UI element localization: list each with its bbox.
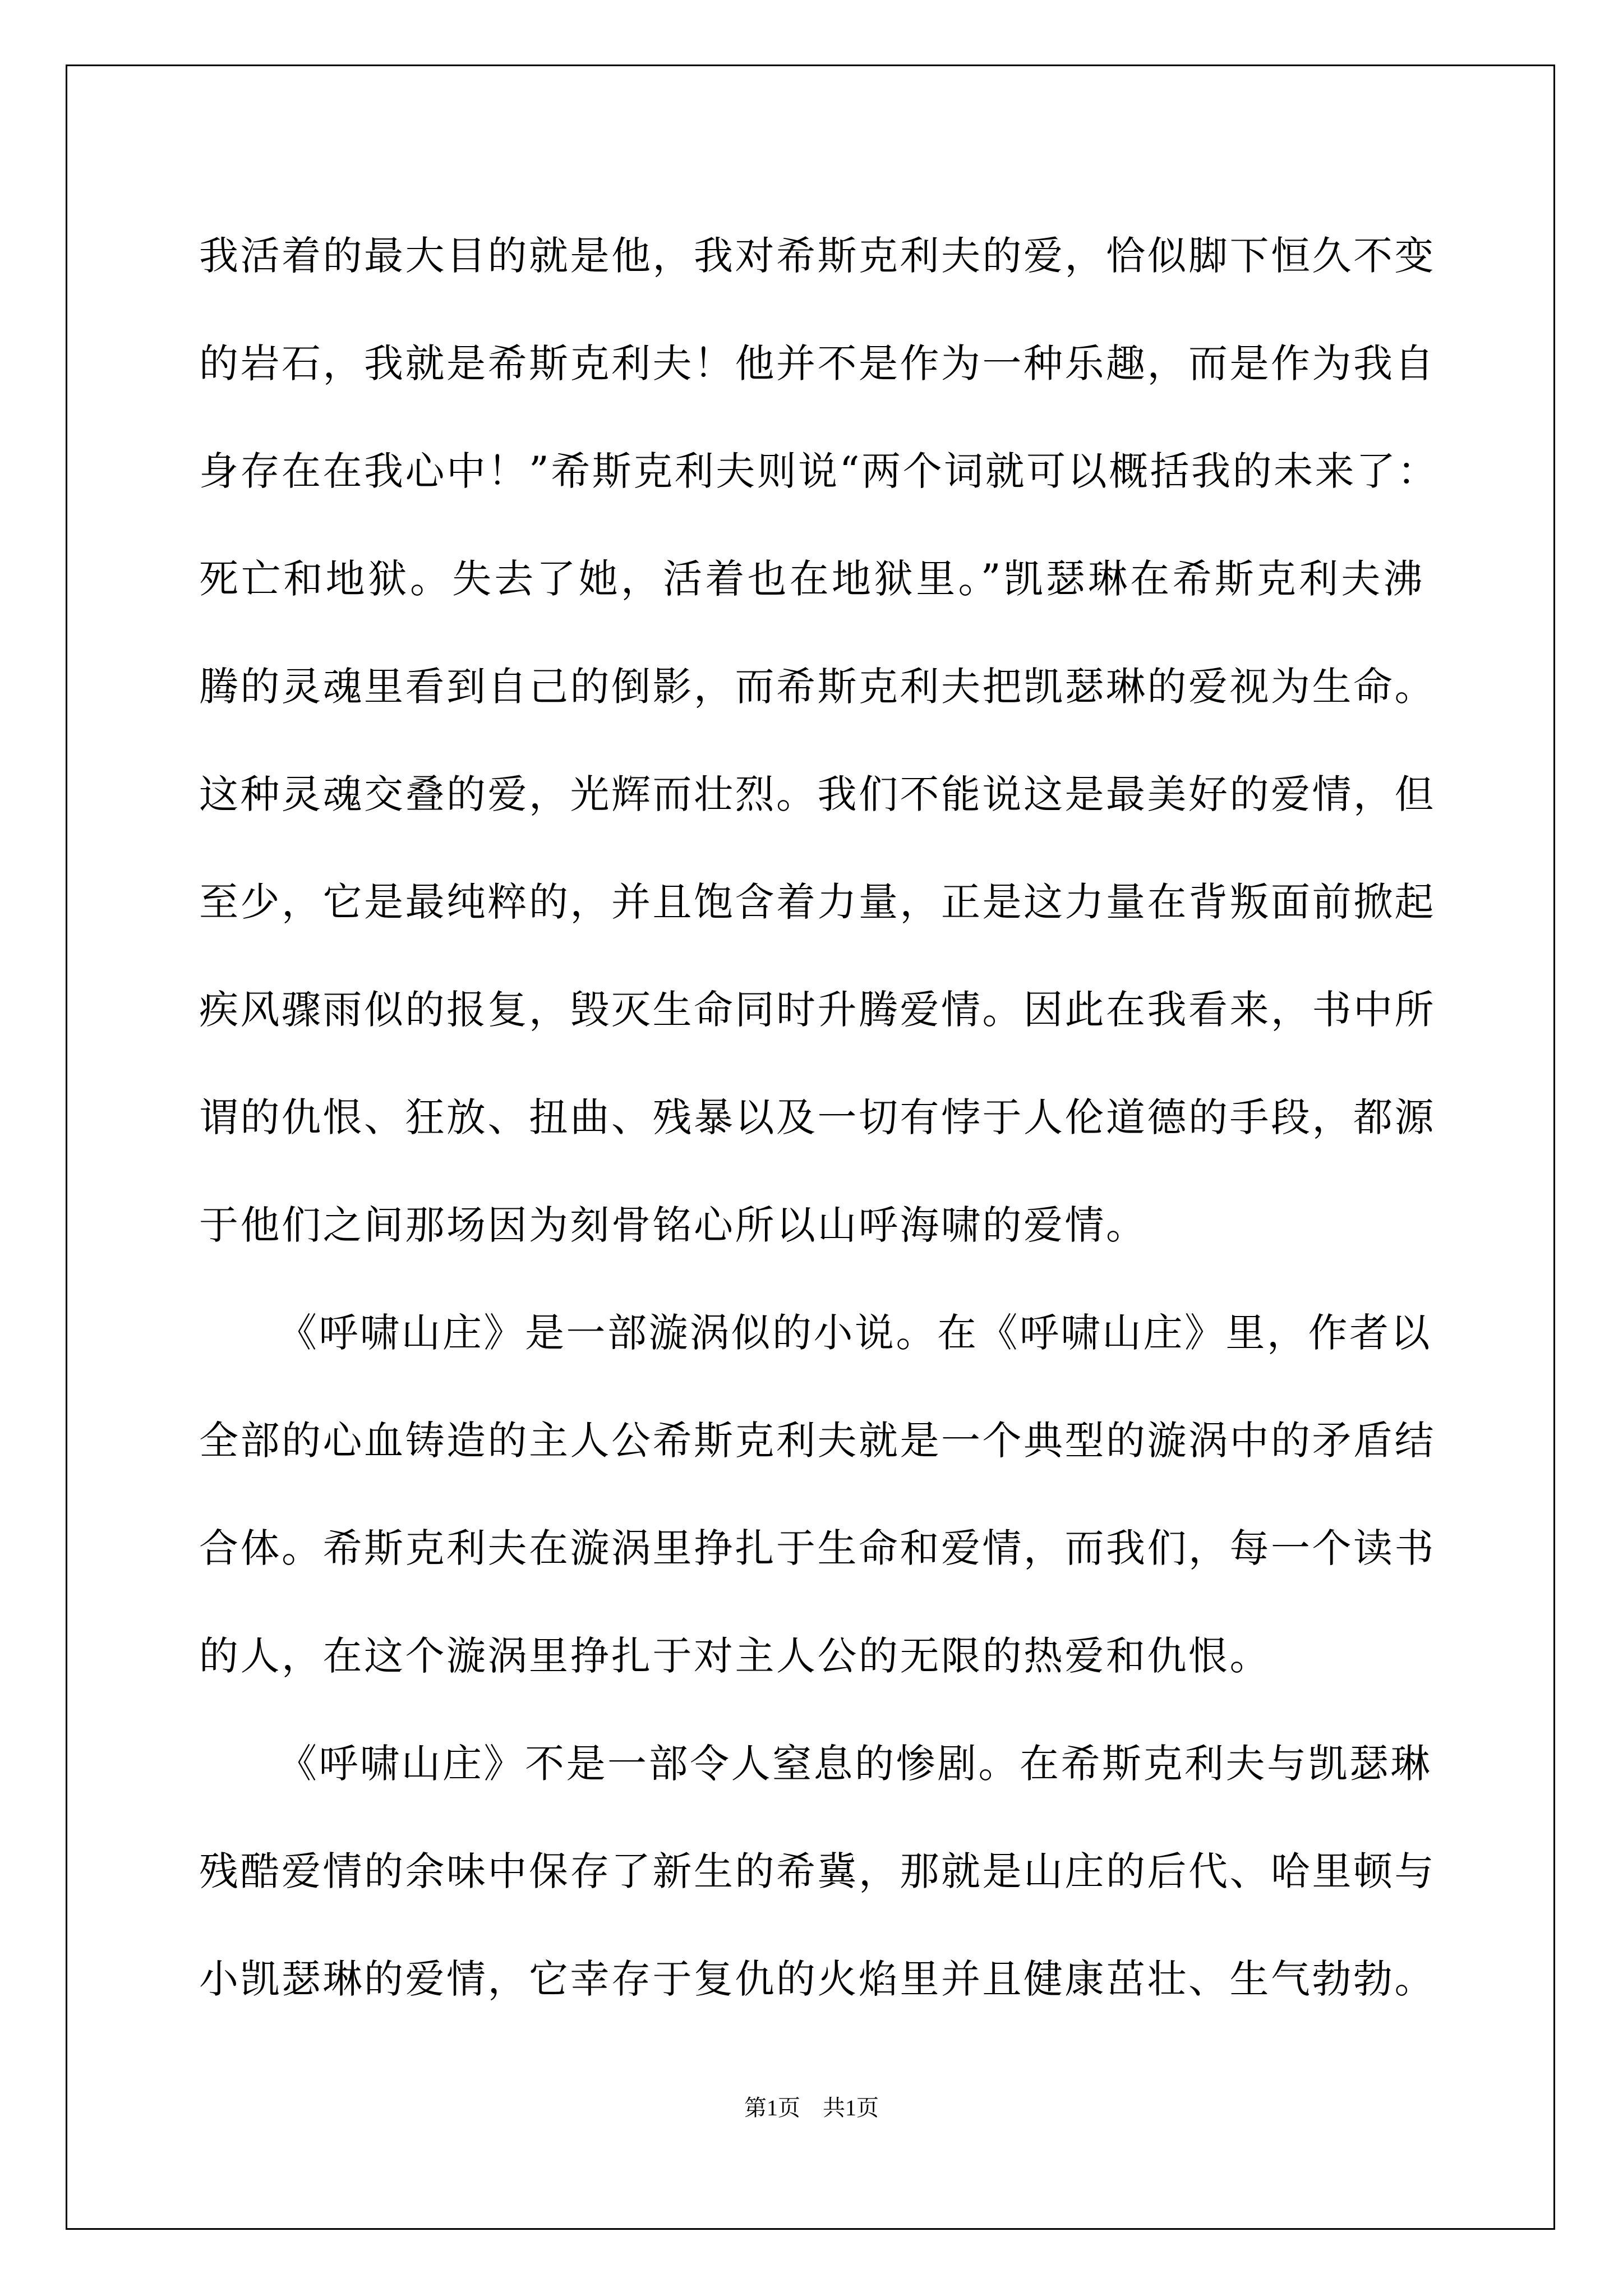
text-line: 的人，在这个漩涡里挣扎于对主人公的无限的热爱和仇恨。 [199, 1633, 1271, 1679]
text-line: 死亡和地狱。失去了她，活着也在地狱里。”凯瑟琳在希斯克利夫沸 [199, 556, 1424, 602]
text-line: 的岩石，我就是希斯克利夫！他并不是作为一种乐趣，而是作为我自 [199, 341, 1436, 386]
text-line: 全部的心血铸造的主人公希斯克利夫就是一个典型的漩涡中的矛盾结 [199, 1418, 1436, 1464]
paragraph-first-line: 《呼啸山庄》是一部漩涡似的小说。在《呼啸山庄》里，作者以 [278, 1310, 1432, 1356]
text-line: 这种灵魂交叠的爱，光辉而壮烈。我们不能说这是最美好的爱情，但 [199, 771, 1436, 817]
page-number-label: 第1页 共1页 [744, 2095, 879, 2120]
text-line: 疾风骤雨似的报复，毁灭生命同时升腾爱情。因此在我看来，书中所 [199, 987, 1436, 1033]
text-line: 腾的灵魂里看到自己的倒影，而希斯克利夫把凯瑟琳的爱视为生命。 [199, 664, 1436, 710]
text-line: 残酷爱情的余味中保存了新生的希冀，那就是山庄的后代、哈里顿与 [199, 1848, 1436, 1894]
text-line: 合体。希斯克利夫在漩涡里挣扎于生命和爱情，而我们，每一个读书 [199, 1525, 1436, 1571]
text-line: 我活着的最大目的就是他，我对希斯克利夫的爱，恰似脚下恒久不变 [199, 233, 1436, 279]
text-line: 至少，它是最纯粹的，并且饱含着力量，正是这力量在背叛面前掀起 [199, 879, 1436, 925]
text-line: 小凯瑟琳的爱情，它幸存于复仇的火焰里并且健康茁壮、生气勃勃。 [199, 1956, 1436, 2002]
text-line: 于他们之间那场因为刻骨铭心所以山呼海啸的爱情。 [199, 1202, 1147, 1248]
text-line: 身存在在我心中！”希斯克利夫则说“两个词就可以概括我的未来了： [199, 448, 1439, 494]
text-line: 谓的仇恨、狂放、扭曲、残暴以及一切有悖于人伦道德的手段，都源 [199, 1094, 1436, 1140]
page-footer [0, 2091, 1623, 2125]
document-body [199, 202, 1439, 2033]
paragraph-first-line: 《呼啸山庄》不是一部令人窒息的惨剧。在希斯克利夫与凯瑟琳 [278, 1741, 1432, 1787]
